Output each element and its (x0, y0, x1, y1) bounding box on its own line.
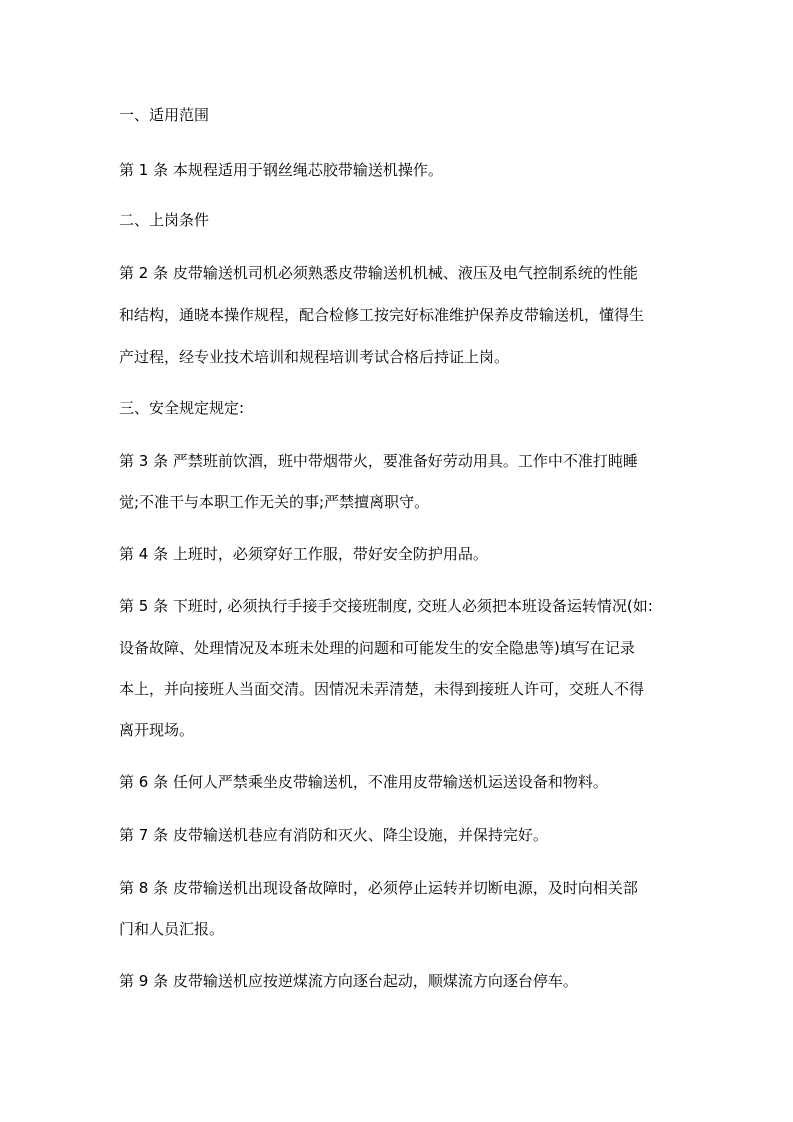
article-8-line-2: 门和人员汇报。 (119, 920, 225, 938)
article-4: 第 4 条 上班时，必须穿好工作服，带好安全防护用品。 (119, 545, 488, 563)
article-2-line-2: 和结构，通晓本操作规程，配合检修工按完好标准维护保养皮带输送机，懂得生 (119, 306, 645, 324)
article-9: 第 9 条 皮带输送机应按逆煤流方向逐台起动，顺煤流方向逐台停车。 (119, 972, 578, 990)
section-heading-scope: 一、适用范围 (119, 106, 210, 124)
section-heading-qualifications: 二、上岗条件 (119, 211, 210, 229)
article-2-line-1: 第 2 条 皮带输送机司机必须熟悉皮带输送机机械、液压及电气控制系统的性能 (119, 264, 638, 282)
section-heading-safety: 三、安全规定规定: (119, 399, 245, 417)
article-3-line-1: 第 3 条 严禁班前饮酒，班中带烟带火，要准备好劳动用具。工作中不准打盹睡 (119, 452, 638, 470)
article-5-line-4: 离开现场。 (119, 721, 195, 739)
article-5-line-2: 设备故障、处理情况及本班未处理的问题和可能发生的安全隐患等)填写在记录 (119, 639, 635, 657)
article-7: 第 7 条 皮带输送机巷应有消防和灭火、降尘设施，并保持完好。 (119, 826, 548, 844)
article-5-line-1: 第 5 条 下班时, 必须执行手接手交接班制度, 交班人必须把本班设备运转情况(如: (119, 597, 653, 615)
article-6: 第 6 条 任何人严禁乘坐皮带输送机，不准用皮带输送机运送设备和物料。 (119, 773, 608, 791)
article-1: 第 1 条 本规程适用于钢丝绳芯胶带输送机操作。 (119, 161, 443, 179)
article-5-line-3: 本上，并向接班人当面交清。因情况未弄清楚，未得到接班人许可，交班人不得 (119, 680, 645, 698)
article-2-line-3: 产过程，经专业技术培训和规程培训考试合格后持证上岗。 (119, 348, 510, 366)
article-8-line-1: 第 8 条 皮带输送机出现设备故障时，必须停止运转并切断电源，及时向相关部 (119, 879, 638, 897)
article-3-line-2: 觉;不准干与本职工作无关的事;严禁擅离职守。 (119, 493, 430, 511)
